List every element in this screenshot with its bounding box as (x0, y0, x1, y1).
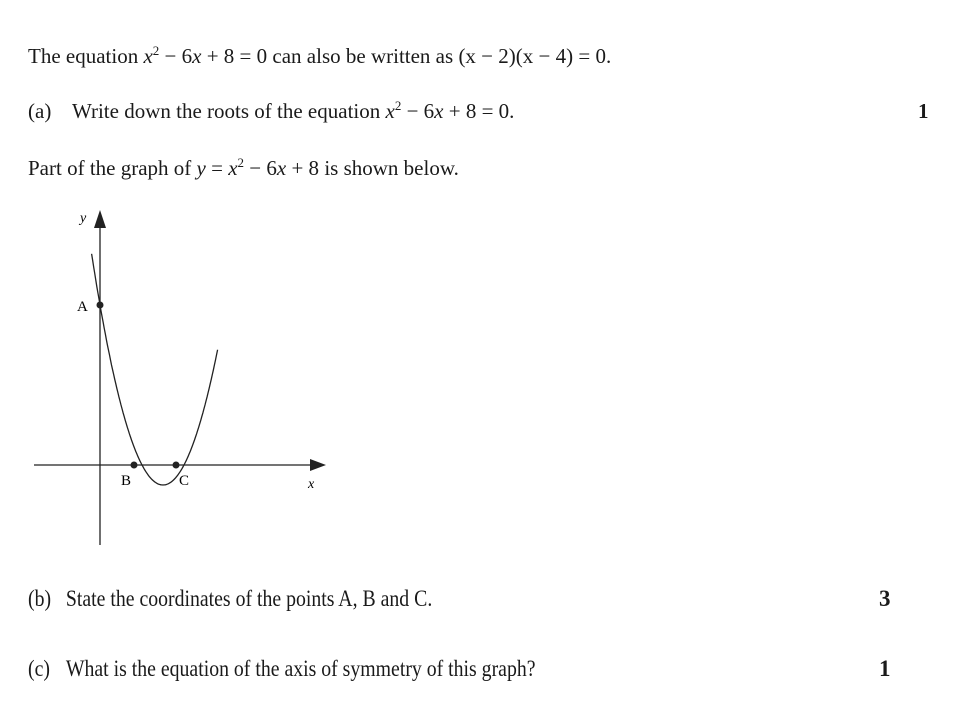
part-a-marks: 1 (918, 99, 929, 123)
point-b-marker (131, 462, 138, 469)
point-b-label: B (121, 473, 132, 489)
part-b-label: (b) (28, 586, 52, 611)
point-a-label: A (77, 299, 88, 315)
part-a-equation: $x^2 - 6x + 8 = 0$. (385, 98, 515, 123)
part-a-question: (a) Write down the roots of the equation $x^2 - 6x + 8 = 0$. (28, 98, 515, 123)
x-axis-label: x (308, 477, 315, 492)
graph-intro-text: Part of the graph of $y = x^2 - 6x + 8$ is shown below. (28, 155, 459, 180)
y-axis-arrow (94, 210, 106, 228)
part-c-question: (c) What is the equation of the axis of symmetry of this graph? (28, 656, 536, 681)
graph-equation: $y = x^2 - 6x + 8$ (196, 155, 320, 180)
point-c-marker (173, 462, 180, 469)
intro-text: The equation $x^2 - 6x + 8 = 0$ can also be written as (x − 2)(x − 4) = 0. (28, 43, 612, 68)
part-a-label: (a) (28, 99, 52, 123)
part-b-question: (b) State the coordinates of the points A, B and C. (28, 586, 433, 611)
equation-quadratic: $x^2 - 6x + 8 = 0$ (143, 43, 268, 68)
x-axis-arrow (310, 459, 326, 471)
parabola-curve (92, 254, 218, 485)
point-a-marker (97, 302, 104, 309)
equation-factored: (x − 2)(x − 4) = 0. (458, 44, 612, 68)
point-c-label: C (179, 473, 190, 489)
part-b-marks: 3 (879, 586, 891, 611)
part-c-marks: 1 (879, 656, 891, 681)
y-axis-label: y (80, 211, 87, 226)
part-c-label: (c) (28, 656, 50, 681)
